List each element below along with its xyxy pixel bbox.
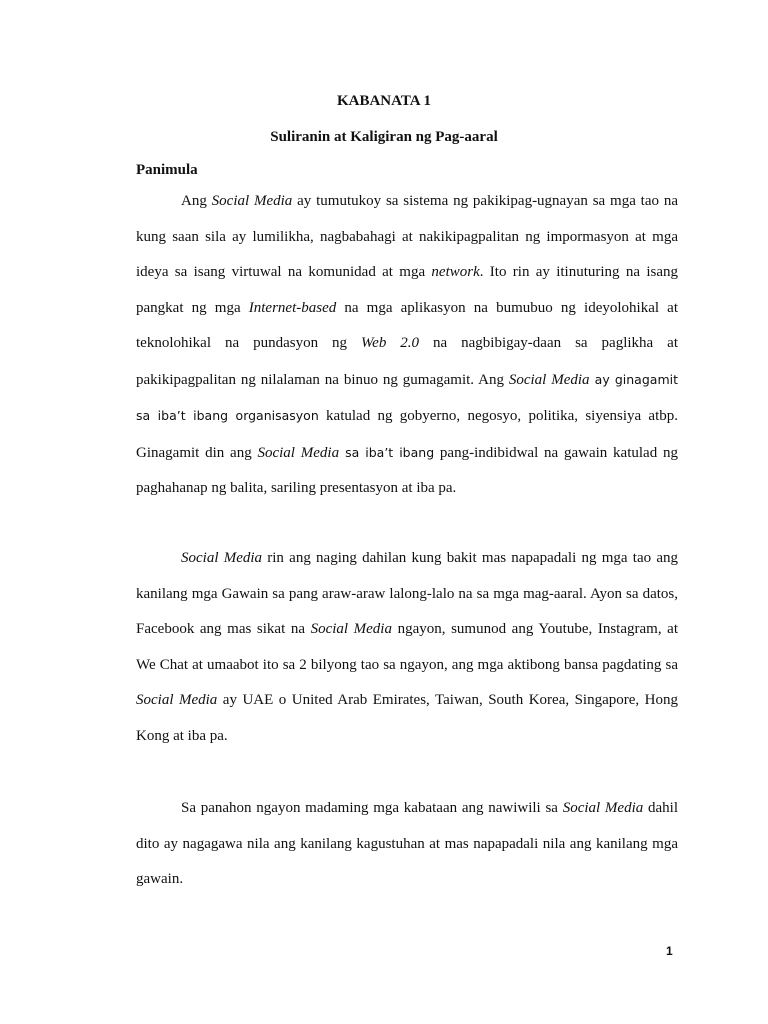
italic-term: Social Media — [181, 550, 263, 566]
chapter-title: Suliranin at Kaligiran ng Pag-aaral — [270, 129, 498, 145]
text-run: na mga aplikasyon na bumubuo ng ideyolohikal at teknolohikal na pundasyon ng — [136, 299, 678, 351]
alt-font-run: sa iba’t ibang — [339, 444, 435, 460]
text-run: katulad ng gobyerno, negosyo, politika, siyensiya atbp. Ginagamit din ang — [136, 408, 678, 461]
text-run: . Ito rin ay itinuturing na isang pangkat ng mga — [136, 264, 678, 316]
italic-term: Social Media — [211, 193, 293, 209]
text-run: dahil dito ay nagagawa nila ang kanilang kagustuhan at mas napapadali nila ang kanilang mga gawain. — [136, 800, 678, 887]
italic-term: network — [431, 264, 480, 280]
italic-term: Social Media — [257, 444, 340, 461]
paragraph-2 — [136, 541, 678, 754]
text-run: Ang — [181, 193, 212, 209]
text-run: ngayon, sumunod ang Youtube, Instagram, at We Chat at umaabot ito sa 2 bilyong tao sa ngayon, ang mga aktibong bansa pagdating sa — [136, 621, 678, 673]
section-heading: Panimula — [136, 162, 198, 178]
italic-term: Social Media — [136, 692, 218, 708]
italic-term: Social Media — [508, 371, 590, 388]
text-run: Sa panahon ngayon madaming mga kabataan ang nawiwili sa — [181, 800, 563, 816]
alt-font-run: ay ginagamit sa iba’t ibang organisasyon — [136, 371, 678, 423]
italic-term: Social Media — [310, 621, 392, 637]
text-run: ay UAE o United Arab Emirates, Taiwan, South Korea, Singapore, Hong Kong at iba pa. — [136, 692, 678, 744]
text-run: pang-indibidwal na gawain katulad ng paghahanap ng balita, sariling presentasyon at iba pa. — [136, 444, 678, 496]
italic-term: Social Media — [562, 800, 644, 816]
italic-term: Internet-based — [248, 299, 337, 316]
paragraph-1 — [136, 184, 678, 507]
page-number: 1 — [666, 944, 673, 958]
italic-term: Web 2.0 — [361, 335, 420, 351]
chapter-heading: KABANATA 1 — [336, 93, 432, 109]
text-run: ay tumutukoy sa sistema ng pakikipag-ugnayan sa mga tao na kung saan sila ay lumilikha, nagbabahagi at nakikipagpalitan ng impormasyon at mga ideya sa isang virtuwal na komunidad at mga — [136, 193, 678, 280]
text-run: na nagbibigay-daan sa paglikha at pakikipagpalitan ng nilalaman na binuo ng gumagamit. Ang — [136, 335, 679, 388]
paragraph-3 — [136, 791, 678, 898]
text-run: rin ang naging dahilan kung bakit mas napapadali ng mga tao ang kanilang mga Gawain sa pang araw-araw lalong-lalo na sa mga mag-aaral. Ayon sa datos, Facebook ang mas sikat na — [136, 550, 678, 637]
